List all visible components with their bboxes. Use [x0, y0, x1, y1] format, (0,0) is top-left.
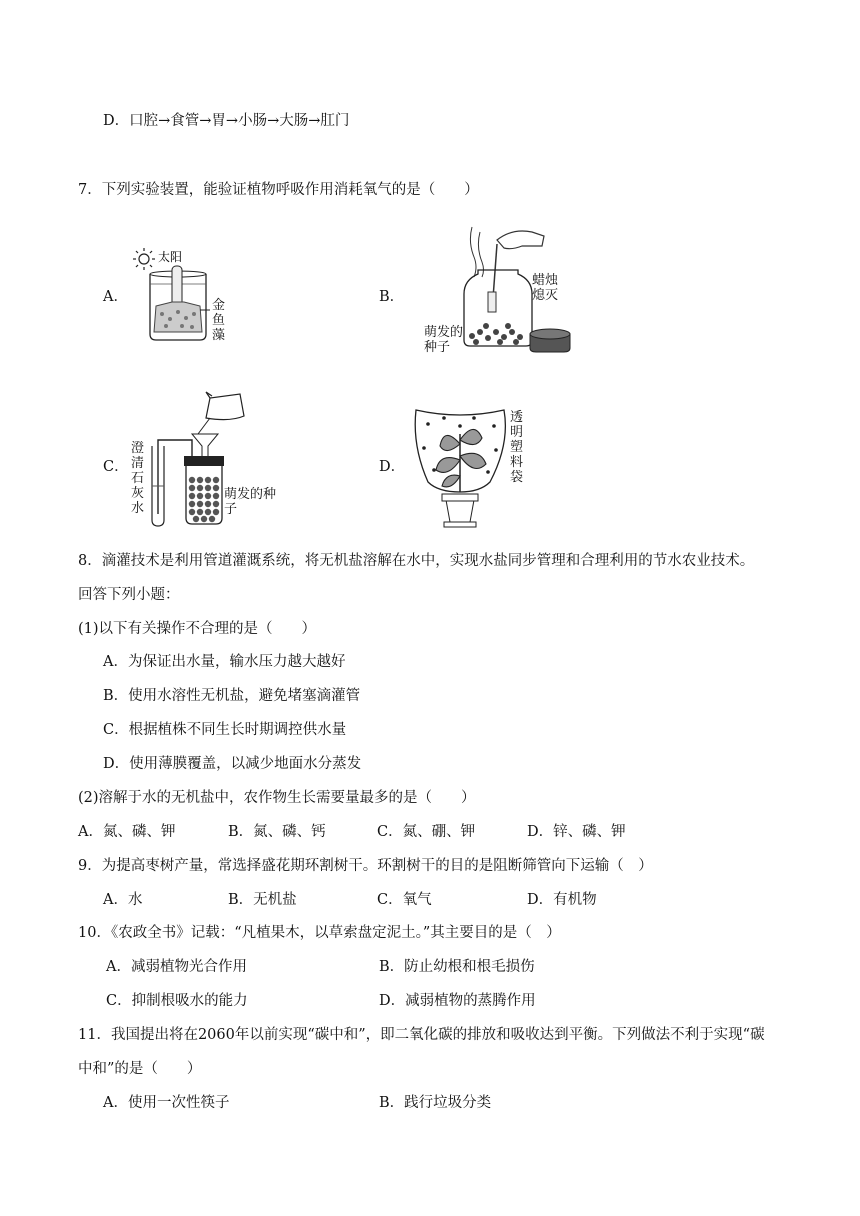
q11-option-a[interactable]: A．使用一次性筷子 [103, 1095, 230, 1111]
q7-option-b-letter[interactable]: B． [379, 289, 405, 305]
sun-icon [133, 248, 155, 270]
q7-c-label-limewater: 澄清石灰水 [131, 441, 145, 516]
q9-option-d[interactable]: D．有机物 [527, 892, 597, 908]
q7-stem: 7．下列实验装置，能验证植物呼吸作用消耗氧气的是（ ） [78, 182, 479, 198]
q8-sub2-option-b[interactable]: B．氮、磷、钙 [228, 824, 326, 840]
q9-option-b[interactable]: B．无机盐 [228, 892, 297, 908]
q7-a-label: 金鱼藻 [212, 298, 226, 343]
q8-sub1-option-b[interactable]: B．使用水溶性无机盐，避免堵塞滴灌管 [103, 688, 361, 704]
q10-option-c[interactable]: C．抑制根吸水的能力 [106, 993, 248, 1009]
q7-b-label-candle: 蜡烛熄灭 [532, 273, 559, 303]
q11-stem-line1: 11．我国提出将在2060年以前实现“碳中和”，即二氧化碳的排放和吸收达到平衡。下列做法不利于实现“碳 [78, 1027, 765, 1043]
q8-stem-line2: 回答下列小题： [78, 587, 180, 603]
q10-stem: 10．《农政全书》记载：“凡植果木，以草索盘定泥土。”其主要目的是（ ） [78, 925, 561, 941]
q9-stem: 9．为提高枣树产量，常选择盛花期环割树干。环割树干的目的是阻断筛管向下运输（ ） [78, 858, 653, 874]
sun-label: 太阳 [158, 250, 183, 264]
q8-sub2-stem: (2)溶解于水的无机盐中，农作物生长需要量最多的是（ ） [78, 790, 476, 806]
q11-stem-line2: 中和”的是（ ） [78, 1061, 202, 1077]
q8-sub2-option-a[interactable]: A．氮、磷、钾 [78, 824, 176, 840]
hand-icon [497, 231, 544, 249]
q10-option-d[interactable]: D．减弱植物的蒸腾作用 [379, 993, 536, 1009]
jar-lid-icon [530, 329, 570, 352]
q9-option-a[interactable]: A．水 [103, 892, 143, 908]
q9-option-c[interactable]: C．氧气 [377, 892, 432, 908]
q8-sub1-option-a[interactable]: A．为保证出水量，输水压力越大越好 [103, 654, 346, 670]
q7-d-label: 透明塑料袋 [510, 410, 524, 485]
q7-c-label-seeds: 萌发的种子 [224, 487, 277, 517]
q8-sub2-option-c[interactable]: C．氮、硼、钾 [377, 824, 476, 840]
q7-option-a-letter[interactable]: A． [103, 289, 128, 305]
q8-sub1-option-d[interactable]: D．使用薄膜覆盖，以减少地面水分蒸发 [103, 756, 362, 772]
q10-option-a[interactable]: A．减弱植物光合作用 [106, 959, 247, 975]
q7-figure-d-plant-bag [410, 404, 510, 530]
q8-sub1-stem: (1)以下有关操作不合理的是（ ） [78, 621, 317, 637]
q11-option-b[interactable]: B．践行垃圾分类 [379, 1095, 492, 1111]
beaker-icon [206, 392, 244, 420]
q7-option-d-letter[interactable]: D． [379, 459, 406, 475]
q8-stem-line1: 8．滴灌技术是利用管道灌溉系统，将无机盐溶解在水中，实现水盐同步管理和合理利用的节水农业技术。 [78, 553, 755, 569]
q6-option-d: D．口腔→食管→胃→小肠→大肠→肛门 [103, 113, 350, 129]
q7-b-label-seeds: 萌发的种子 [424, 325, 464, 355]
q7-option-c-letter[interactable]: C． [103, 459, 129, 475]
q8-sub2-option-d[interactable]: D．锌、磷、钾 [527, 824, 626, 840]
q8-sub1-option-c[interactable]: C．根据植株不同生长时期调控供水量 [103, 722, 347, 738]
q10-option-b[interactable]: B．防止幼根和根毛损伤 [379, 959, 535, 975]
